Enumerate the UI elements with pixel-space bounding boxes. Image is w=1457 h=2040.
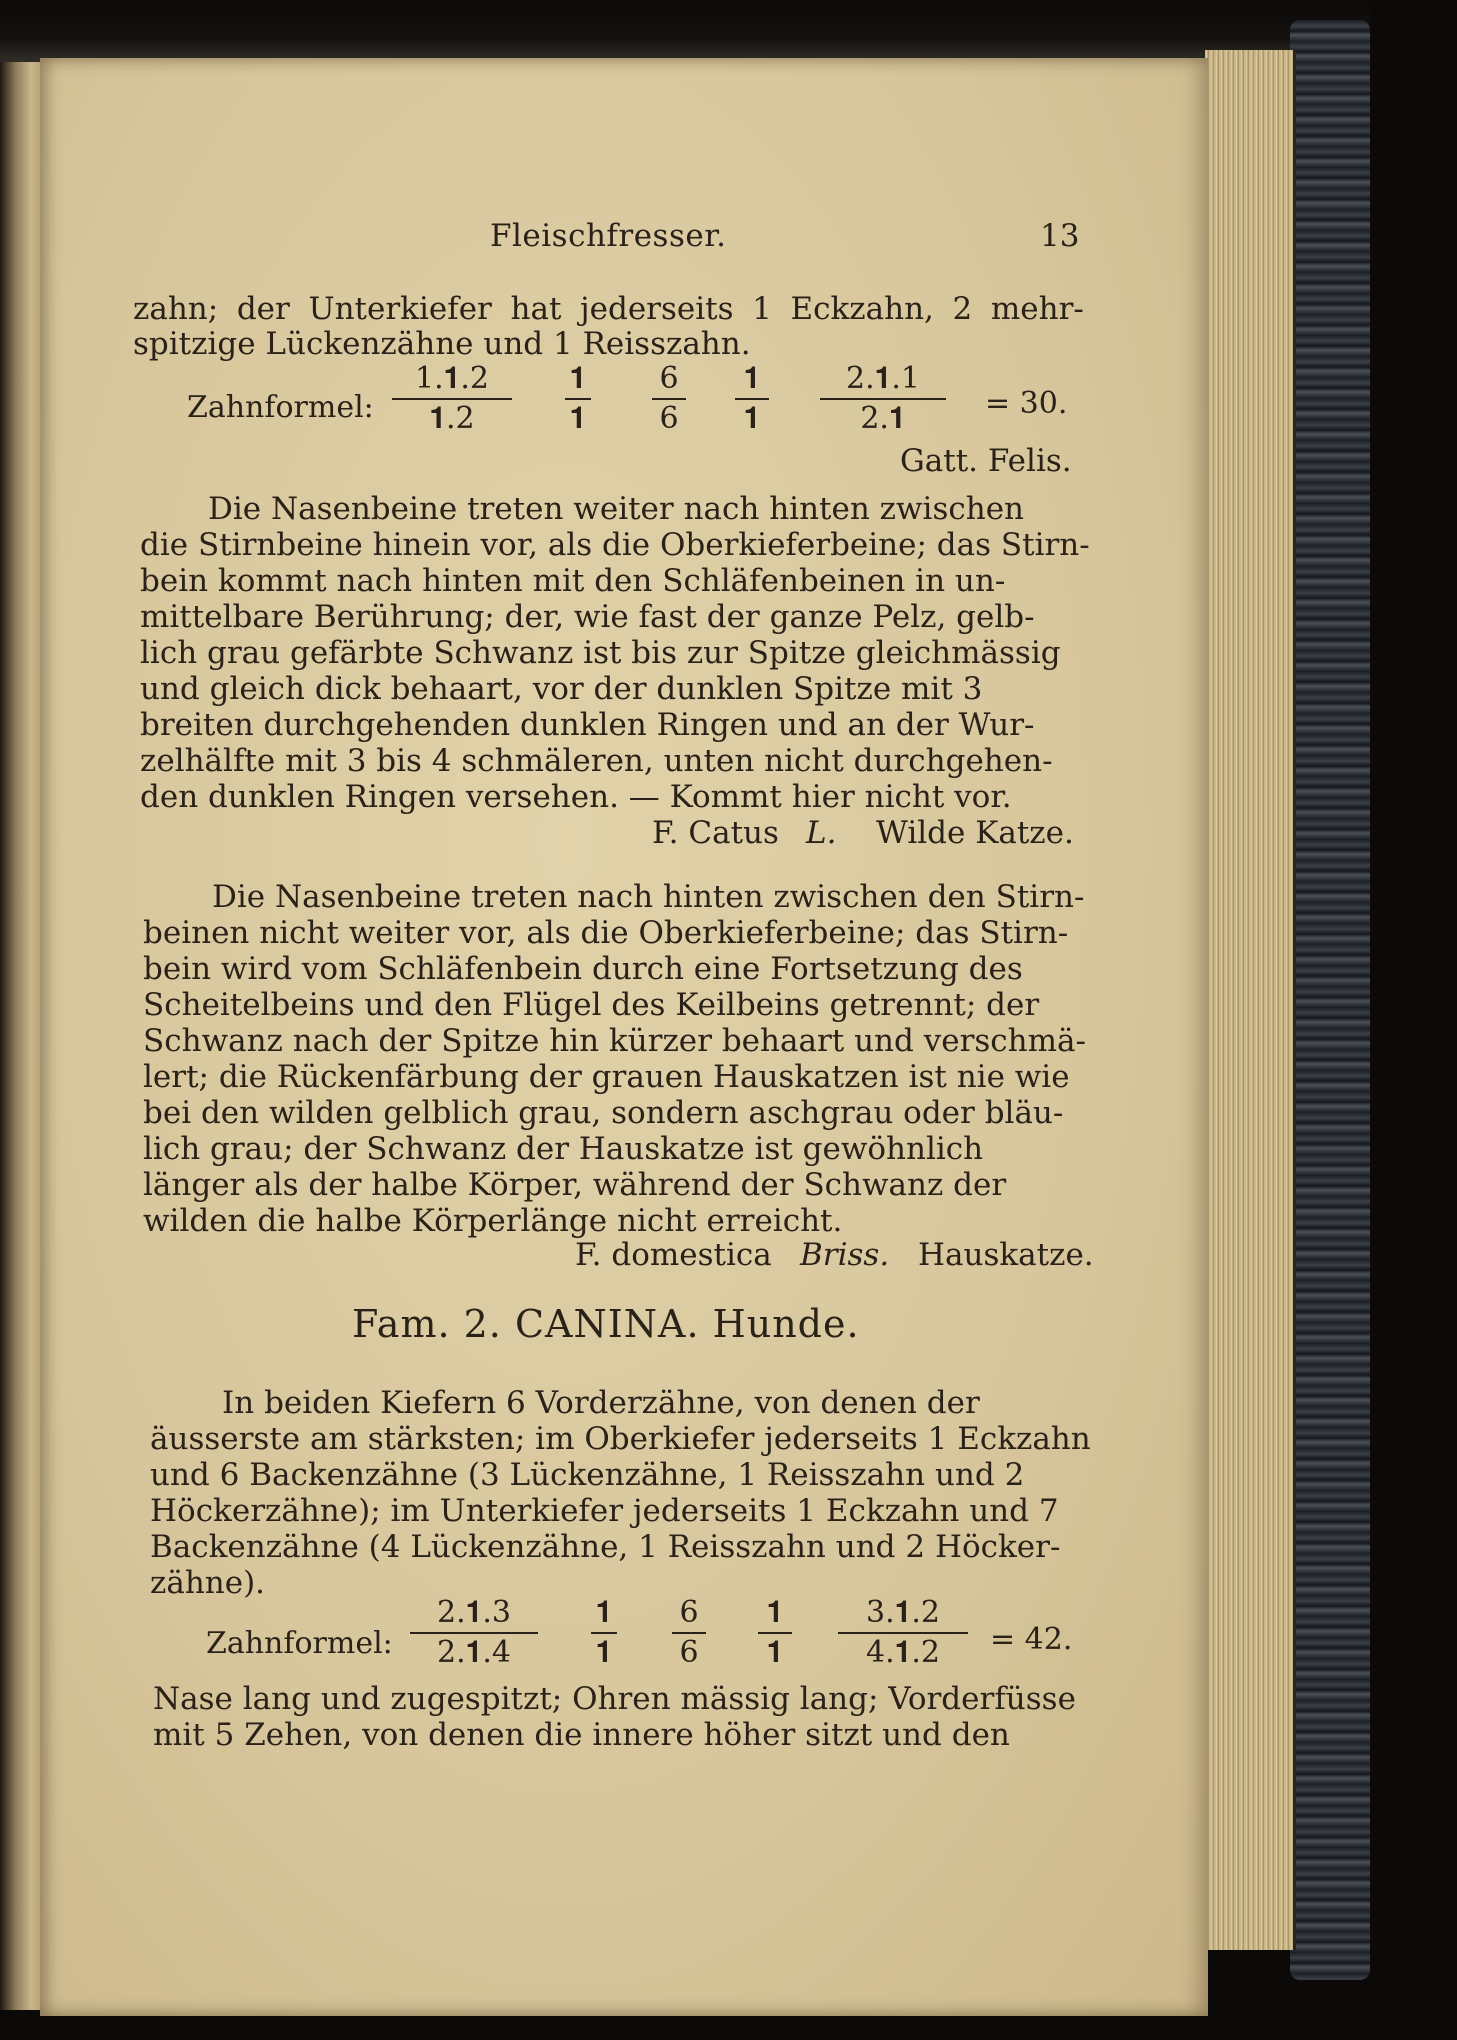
formula-fraction: 1.𝟏.2 𝟏.2 [392, 362, 512, 436]
text-line: Nase lang und zugespitzt; Ohren mässig lang; Vorderfüsse [153, 1681, 1076, 1717]
line-text: spitzige Lückenzähne und 1 Reisszahn. [133, 326, 751, 362]
species-author: Briss. [800, 1237, 890, 1273]
text-line: wilden die halbe Körperlänge nicht erreicht. [143, 1203, 843, 1239]
species-line [0, 1236, 1457, 1274]
genus-label: Gatt. Felis. [900, 443, 1072, 479]
text-line: Schwanz nach der Spitze hin kürzer behaart und verschmä- [143, 1023, 1086, 1059]
text-line: zelhälfte mit 3 bis 4 schmäleren, unten nicht durchgehen- [140, 743, 1053, 779]
text-line: die Stirnbeine hinein vor, als die Oberkieferbeine; das Stirn- [140, 527, 1090, 563]
word: 2 [952, 291, 973, 327]
text-line: mittelbare Berührung; der, wie fast der ganze Pelz, gelb- [140, 599, 1035, 635]
text-line: In beiden Kiefern 6 Vorderzähne, von denen der [222, 1385, 980, 1421]
text-line: lert; die Rückenfärbung der grauen Hauskatzen ist nie wie [143, 1059, 1070, 1095]
word: der [236, 291, 290, 327]
species-author: L. [806, 815, 837, 851]
word: zahn; [133, 291, 219, 327]
word: Eckzahn, [790, 291, 934, 327]
word: Unterkiefer [308, 291, 492, 327]
text-line: Höckerzähne); im Unterkiefer jederseits 1 Eckzahn und 7 [150, 1493, 1059, 1529]
text-line: bein wird vom Schläfenbein durch eine Fortsetzung des [143, 951, 1023, 987]
text-line: bein kommt nach hinten mit den Schläfenbeinen in un- [140, 563, 1006, 599]
text-line: beinen nicht weiter vor, als die Oberkieferbeine; das Stirn- [143, 915, 1069, 951]
formula-fraction: 𝟏 𝟏 [735, 362, 769, 436]
text-line [0, 325, 1457, 363]
justified-line [133, 290, 1084, 328]
formula-fraction: 𝟏 𝟏 [758, 1596, 792, 1670]
text-line: lich grau gefärbte Schwanz ist bis zur Spitze gleichmässig [140, 635, 1061, 671]
family-heading: Fam. 2. CANINA. Hunde. [352, 1302, 860, 1346]
text-line: zähne). [150, 1565, 266, 1601]
text-line: und gleich dick behaart, vor der dunklen Spitze mit 3 [140, 671, 983, 707]
species-name: F. Catus [652, 815, 779, 851]
species-common-name: Wilde Katze. [876, 815, 1074, 851]
word: mehr- [990, 291, 1084, 327]
text-line: lich grau; der Schwanz der Hauskatze ist gewöhnlich [143, 1131, 984, 1167]
formula-fraction: 𝟏 𝟏 [565, 362, 591, 436]
formula-fraction: 𝟏 𝟏 [591, 1596, 617, 1670]
text-line: und 6 Backenzähne (3 Lückenzähne, 1 Reisszahn und 2 [150, 1457, 1025, 1493]
text-line: mit 5 Zehen, von denen die innere höher sitzt und den [153, 1717, 1010, 1753]
formula-label: Zahnformel: [187, 390, 374, 425]
species-common-name: Hauskatze. [918, 1237, 1094, 1273]
formula-fraction: 6 6 [652, 362, 686, 436]
running-header: Fleischfresser. [490, 218, 727, 254]
text-line [0, 290, 1457, 328]
text-line: Die Nasenbeine treten weiter nach hinten zwischen [208, 491, 1025, 527]
text-line: Die Nasenbeine treten nach hinten zwischen den Stirn- [212, 879, 1085, 915]
text-line: äusserste am stärksten; im Oberkiefer jederseits 1 Eckzahn [150, 1421, 1091, 1457]
species-line [0, 814, 1457, 852]
formula-result: = 42. [990, 1622, 1073, 1657]
text-line: Scheitelbeins und den Flügel des Keilbeins getrennt; der [143, 987, 1040, 1023]
word: jederseits [580, 291, 734, 327]
formula-fraction: 2.𝟏.1 2.𝟏 [820, 362, 946, 436]
word: hat [510, 291, 562, 327]
species-name: F. domestica [575, 1237, 772, 1273]
text-line: Backenzähne (4 Lückenzähne, 1 Reisszahn und 2 Höcker- [150, 1529, 1061, 1565]
formula-result: = 30. [985, 386, 1068, 421]
text-line: breiten durchgehenden dunklen Ringen und an der Wur- [140, 707, 1035, 743]
text-line [0, 442, 1457, 480]
text-line: bei den wilden gelblich grau, sondern aschgrau oder bläu- [143, 1095, 1064, 1131]
page-number: 13 [1040, 218, 1080, 254]
tooth-formula-1 [0, 362, 1457, 442]
word: 1 [752, 291, 772, 327]
formula-label: Zahnformel: [206, 1626, 393, 1661]
formula-fraction: 2.𝟏.3 2.𝟏.4 [410, 1596, 538, 1670]
formula-fraction: 3.𝟏.2 4.𝟏.2 [838, 1596, 968, 1670]
tooth-formula-2 [0, 1596, 1457, 1676]
text-line: länger als der halbe Körper, während der Schwanz der [143, 1167, 1007, 1203]
formula-fraction: 6 6 [672, 1596, 706, 1670]
text-line: den dunklen Ringen versehen. — Kommt hier nicht vor. [140, 779, 1012, 815]
